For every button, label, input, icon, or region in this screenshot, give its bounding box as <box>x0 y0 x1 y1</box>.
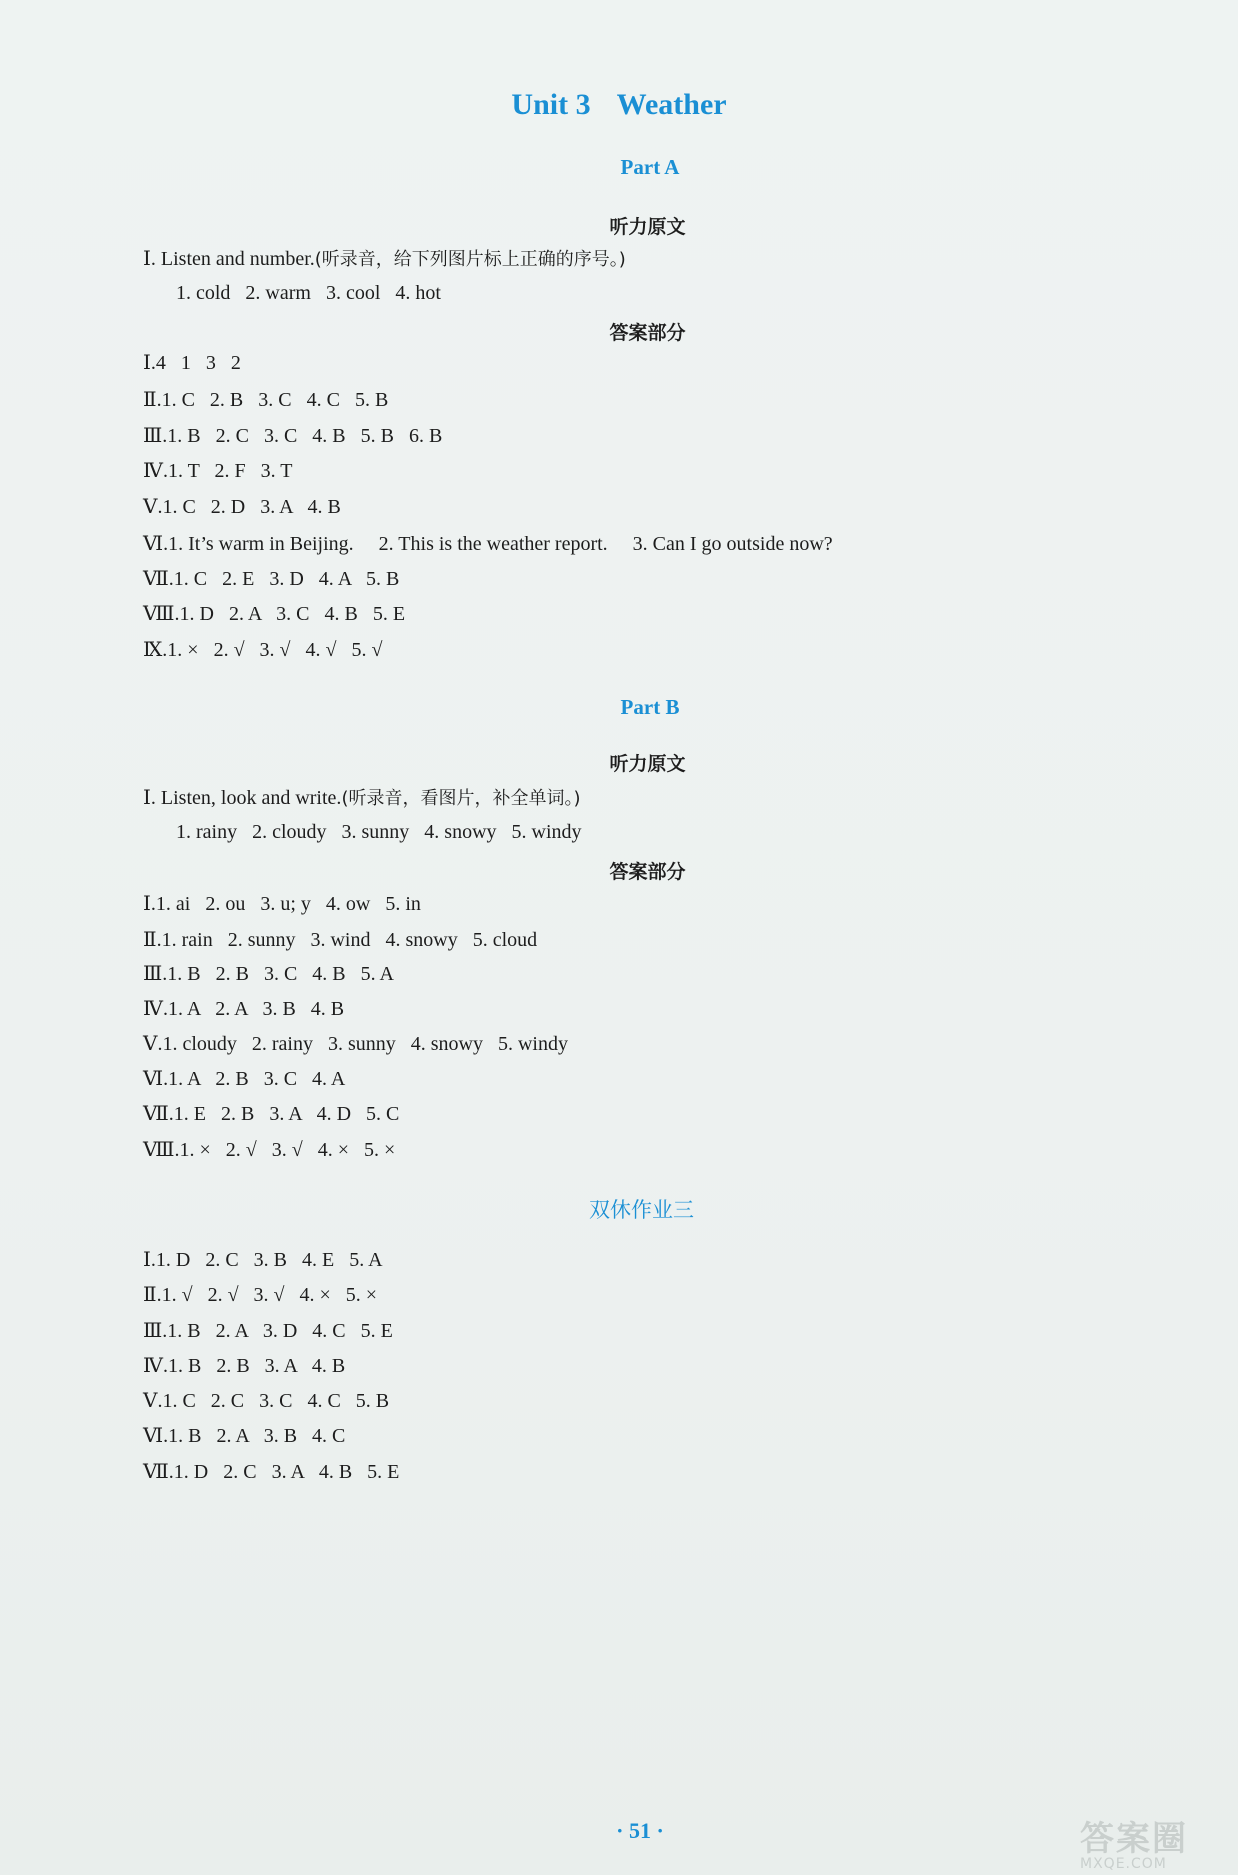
instruction-english: Listen, look and write. <box>160 787 342 809</box>
weekend-answer-line: Ⅴ.1. C 2. C 3. C 4. C 5. B <box>143 1390 390 1412</box>
part-b-answer-line: Ⅴ.1. cloudy 2. rainy 3. sunny 4. snowy 5. windy <box>143 1033 568 1055</box>
part-a-answers-heading: 答案部分 <box>609 322 686 344</box>
part-b-listening-instruction <box>143 784 580 810</box>
watermark-line2: MXQE.COM <box>1080 1856 1167 1872</box>
part-a-answer-line: Ⅱ.1. C 2. B 3. C 4. C 5. B <box>143 389 389 411</box>
part-b-answer-line: Ⅱ.1. rain 2. sunny 3. wind 4. snowy 5. cloud <box>143 929 538 951</box>
part-b-heading: Part B <box>620 695 680 719</box>
part-a-answer-line: Ⅸ.1. × 2. √ 3. √ 4. √ 5. √ <box>143 639 383 661</box>
instruction-chinese: (听录音，给下列图片标上正确的序号。) <box>314 249 626 270</box>
part-a-answer-line: Ⅴ.1. C 2. D 3. A 4. B <box>143 496 341 518</box>
part-a-listening-items: 1. cold 2. warm 3. cool 4. hot <box>176 282 441 304</box>
weekend-answer-line: Ⅵ.1. B 2. A 3. B 4. C <box>143 1425 346 1447</box>
part-b-answers-heading: 答案部分 <box>609 861 686 883</box>
weekend-answer-line: Ⅰ.1. D 2. C 3. B 4. E 5. A <box>143 1249 383 1271</box>
part-b-answer-line: Ⅵ.1. A 2. B 3. C 4. A <box>143 1068 346 1090</box>
site-watermark <box>1080 1811 1230 1871</box>
part-b-answer-line: Ⅷ.1. × 2. √ 3. √ 4. × 5. × <box>143 1139 396 1161</box>
unit-title <box>0 88 1238 122</box>
watermark-line1: 答案圈 <box>1080 1819 1188 1859</box>
weekend-answer-line: Ⅲ.1. B 2. A 3. D 4. C 5. E <box>143 1320 393 1342</box>
instruction-chinese: (听录音，看图片，补全单词。) <box>341 788 581 809</box>
weekend-answer-line: Ⅱ.1. √ 2. √ 3. √ 4. × 5. × <box>143 1284 378 1306</box>
part-a-heading: Part A <box>620 155 680 179</box>
weekend-answer-line: Ⅶ.1. D 2. C 3. A 4. B 5. E <box>143 1461 400 1483</box>
part-a-listening-instruction <box>143 245 626 271</box>
part-b-listening-heading: 听力原文 <box>609 753 686 775</box>
part-b-answer-line: Ⅳ.1. A 2. A 3. B 4. B <box>143 998 345 1020</box>
part-a-listening-heading: 听力原文 <box>609 216 686 238</box>
part-b-answer-line: Ⅶ.1. E 2. B 3. A 4. D 5. C <box>143 1103 400 1125</box>
part-a-answer-line: Ⅳ.1. T 2. F 3. T <box>143 460 293 482</box>
unit-number: Unit 3 <box>511 88 591 121</box>
page-number: · 51 · <box>616 1818 664 1843</box>
part-b-answer-line: Ⅰ.1. ai 2. ou 3. u; y 4. ow 5. in <box>143 893 421 915</box>
instruction-number: Ⅰ. <box>143 787 156 809</box>
weekend-homework-heading: 双休作业三 <box>589 1198 694 1222</box>
part-a-answer-line: Ⅰ.4 1 3 2 <box>143 352 241 374</box>
part-a-answer-line: Ⅲ.1. B 2. C 3. C 4. B 5. B 6. B <box>143 425 443 447</box>
instruction-english: Listen and number. <box>160 248 315 270</box>
part-b-answer-line: Ⅲ.1. B 2. B 3. C 4. B 5. A <box>143 963 394 985</box>
part-a-answer-line: Ⅵ.1. It’s warm in Beijing. 2. This is the weather report. 3. Can I go outside now? <box>143 533 833 555</box>
part-a-answer-line: Ⅶ.1. C 2. E 3. D 4. A 5. B <box>143 568 400 590</box>
unit-name: Weather <box>616 88 727 121</box>
weekend-answer-line: Ⅳ.1. B 2. B 3. A 4. B <box>143 1355 346 1377</box>
instruction-number: Ⅰ. <box>143 248 156 270</box>
part-b-listening-items: 1. rainy 2. cloudy 3. sunny 4. snowy 5. windy <box>176 821 582 843</box>
part-a-answer-line: Ⅷ.1. D 2. A 3. C 4. B 5. E <box>143 603 406 625</box>
